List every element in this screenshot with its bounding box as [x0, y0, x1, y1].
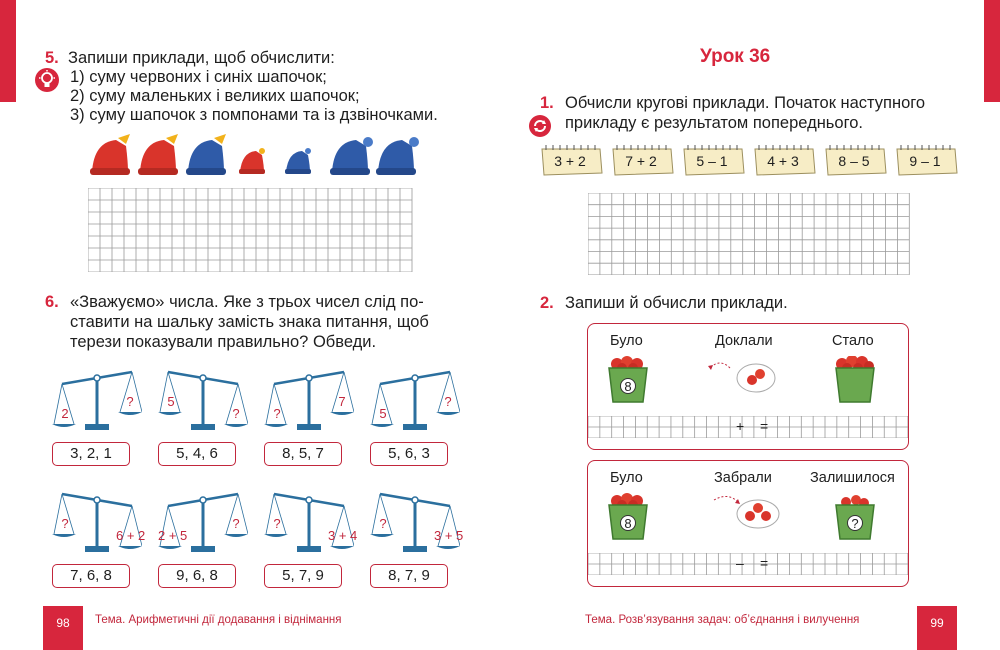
bucket-full-icon	[832, 356, 878, 404]
equals-sign: =	[760, 418, 769, 434]
number-options-box[interactable]: 8, 7, 9	[370, 564, 448, 588]
left-pan-value: 2 + 5	[158, 528, 188, 543]
red-hat-small-icon	[239, 148, 265, 174]
right-pan-value: ?	[232, 516, 240, 531]
footer-topic-left: Тема. Арифметичні дії додавання і віднімання	[95, 614, 342, 626]
left-pan-value: ?	[273, 406, 281, 421]
balance-scale	[370, 366, 460, 476]
right-pan-value: 6 + 2	[116, 528, 146, 543]
task5-item-2: 2) суму маленьких і великих шапочок;	[70, 87, 360, 105]
number-options-box[interactable]: 3, 2, 1	[52, 442, 130, 466]
label-stalo: Стало	[832, 333, 874, 349]
page-number-left: 98	[43, 606, 83, 650]
task5-number: 5.	[45, 49, 59, 67]
apples-added-icon	[708, 358, 778, 394]
task1-line-1: Обчисли кругові приклади. Початок наступного	[565, 94, 926, 112]
left-pan-value: 5	[379, 406, 387, 421]
svg-text:8: 8	[624, 516, 632, 531]
right-pan-value: ?	[232, 406, 240, 421]
bucket-icon	[605, 356, 651, 404]
balance-scale	[264, 488, 358, 598]
task5-item-1: 1) суму червоних і синіх шапочок;	[70, 68, 327, 86]
bucket-icon	[605, 493, 651, 541]
number-options-box[interactable]: 8, 5, 7	[264, 442, 342, 466]
blue-hat-large-icon	[330, 137, 373, 175]
number-options-box[interactable]: 5, 7, 9	[264, 564, 342, 588]
number-options-box[interactable]: 5, 4, 6	[158, 442, 236, 466]
task2-grid-1[interactable]	[588, 416, 908, 438]
circular-arrows-icon	[528, 114, 552, 138]
blue-hat-large-icon	[186, 134, 226, 175]
label-zalyshylosia: Залишилося	[810, 470, 895, 486]
balance-scale	[370, 488, 464, 598]
card-expression: 8 – 5	[838, 153, 870, 169]
task1-answer-grid[interactable]	[588, 193, 910, 275]
balance-scale	[264, 366, 354, 476]
calendar-card	[682, 145, 746, 175]
card-expression: 9 – 1	[909, 153, 941, 169]
task6-line-3: терези показували правильно? Обведи.	[70, 333, 377, 351]
label-zabraly: Забрали	[714, 470, 772, 486]
left-pan-value: ?	[61, 516, 69, 531]
balance-scale	[158, 366, 248, 476]
balance-scale	[52, 488, 146, 598]
left-pan-value: 5	[167, 394, 175, 409]
plus-sign: +	[736, 418, 745, 434]
minus-sign: –	[736, 555, 744, 571]
task2-grid-2[interactable]	[588, 553, 908, 575]
number-options-box[interactable]: 9, 6, 8	[158, 564, 236, 588]
left-edge-tab	[0, 0, 16, 102]
right-pan-value: 7	[338, 394, 346, 409]
task1-number: 1.	[540, 94, 554, 112]
hats-illustration	[88, 132, 428, 178]
calendar-card	[611, 145, 675, 175]
equals-sign: =	[760, 555, 769, 571]
label-bulo-1: Було	[610, 333, 643, 349]
task6-line-2: ставити на шальку замість знака питання, щоб	[70, 313, 429, 331]
svg-text:?: ?	[851, 516, 859, 531]
label-doklaly: Доклали	[715, 333, 773, 349]
left-pan-value: ?	[273, 516, 281, 531]
right-edge-tab	[984, 0, 1000, 102]
right-pan-value: ?	[126, 394, 134, 409]
lightbulb-icon	[34, 67, 60, 93]
task6-line-1: «Зважуємо» числа. Яке з трьох чисел слід по-	[70, 293, 424, 311]
bucket-question-icon	[832, 493, 878, 541]
page-number-right: 99	[917, 606, 957, 650]
left-pan-value: 2	[61, 406, 69, 421]
left-pan-value: ?	[379, 516, 387, 531]
right-pan-value: 3 + 5	[434, 528, 464, 543]
number-options-box[interactable]: 7, 6, 8	[52, 564, 130, 588]
task1-line-2: прикладу є результатом попереднього.	[565, 114, 863, 132]
svg-text:8: 8	[624, 379, 632, 394]
calendar-card	[753, 145, 817, 175]
calendar-card	[824, 145, 888, 175]
card-expression: 3 + 2	[554, 153, 586, 169]
footer-topic-right: Тема. Розв’язування задач: об’єднання і вилучення	[585, 614, 860, 626]
calendar-card	[895, 145, 959, 175]
label-bulo-2: Було	[610, 470, 643, 486]
task6-number: 6.	[45, 293, 59, 311]
right-pan-value: 3 + 4	[328, 528, 358, 543]
card-expression: 7 + 2	[625, 153, 657, 169]
task5-title: Запиши приклади, щоб обчислити:	[68, 49, 335, 67]
red-hat-large-icon	[138, 134, 178, 175]
task5-answer-grid[interactable]	[88, 188, 414, 272]
apples-removed-icon	[708, 494, 782, 530]
card-expression: 5 – 1	[696, 153, 728, 169]
balance-scale	[158, 488, 248, 598]
lesson-title: Урок 36	[700, 46, 771, 67]
blue-hat-large-icon	[376, 137, 419, 175]
blue-hat-small-icon	[285, 148, 311, 174]
balance-scale	[52, 366, 142, 476]
task5-item-3: 3) суму шапочок з помпонами та із дзвіночками.	[70, 106, 438, 124]
task2-title: Запиши й обчисли приклади.	[565, 294, 788, 312]
card-expression: 4 + 3	[767, 153, 799, 169]
right-pan-value: ?	[444, 394, 452, 409]
task2-number: 2.	[540, 294, 554, 312]
calendar-card	[540, 145, 604, 175]
red-hat-large-icon	[90, 134, 130, 175]
number-options-box[interactable]: 5, 6, 3	[370, 442, 448, 466]
